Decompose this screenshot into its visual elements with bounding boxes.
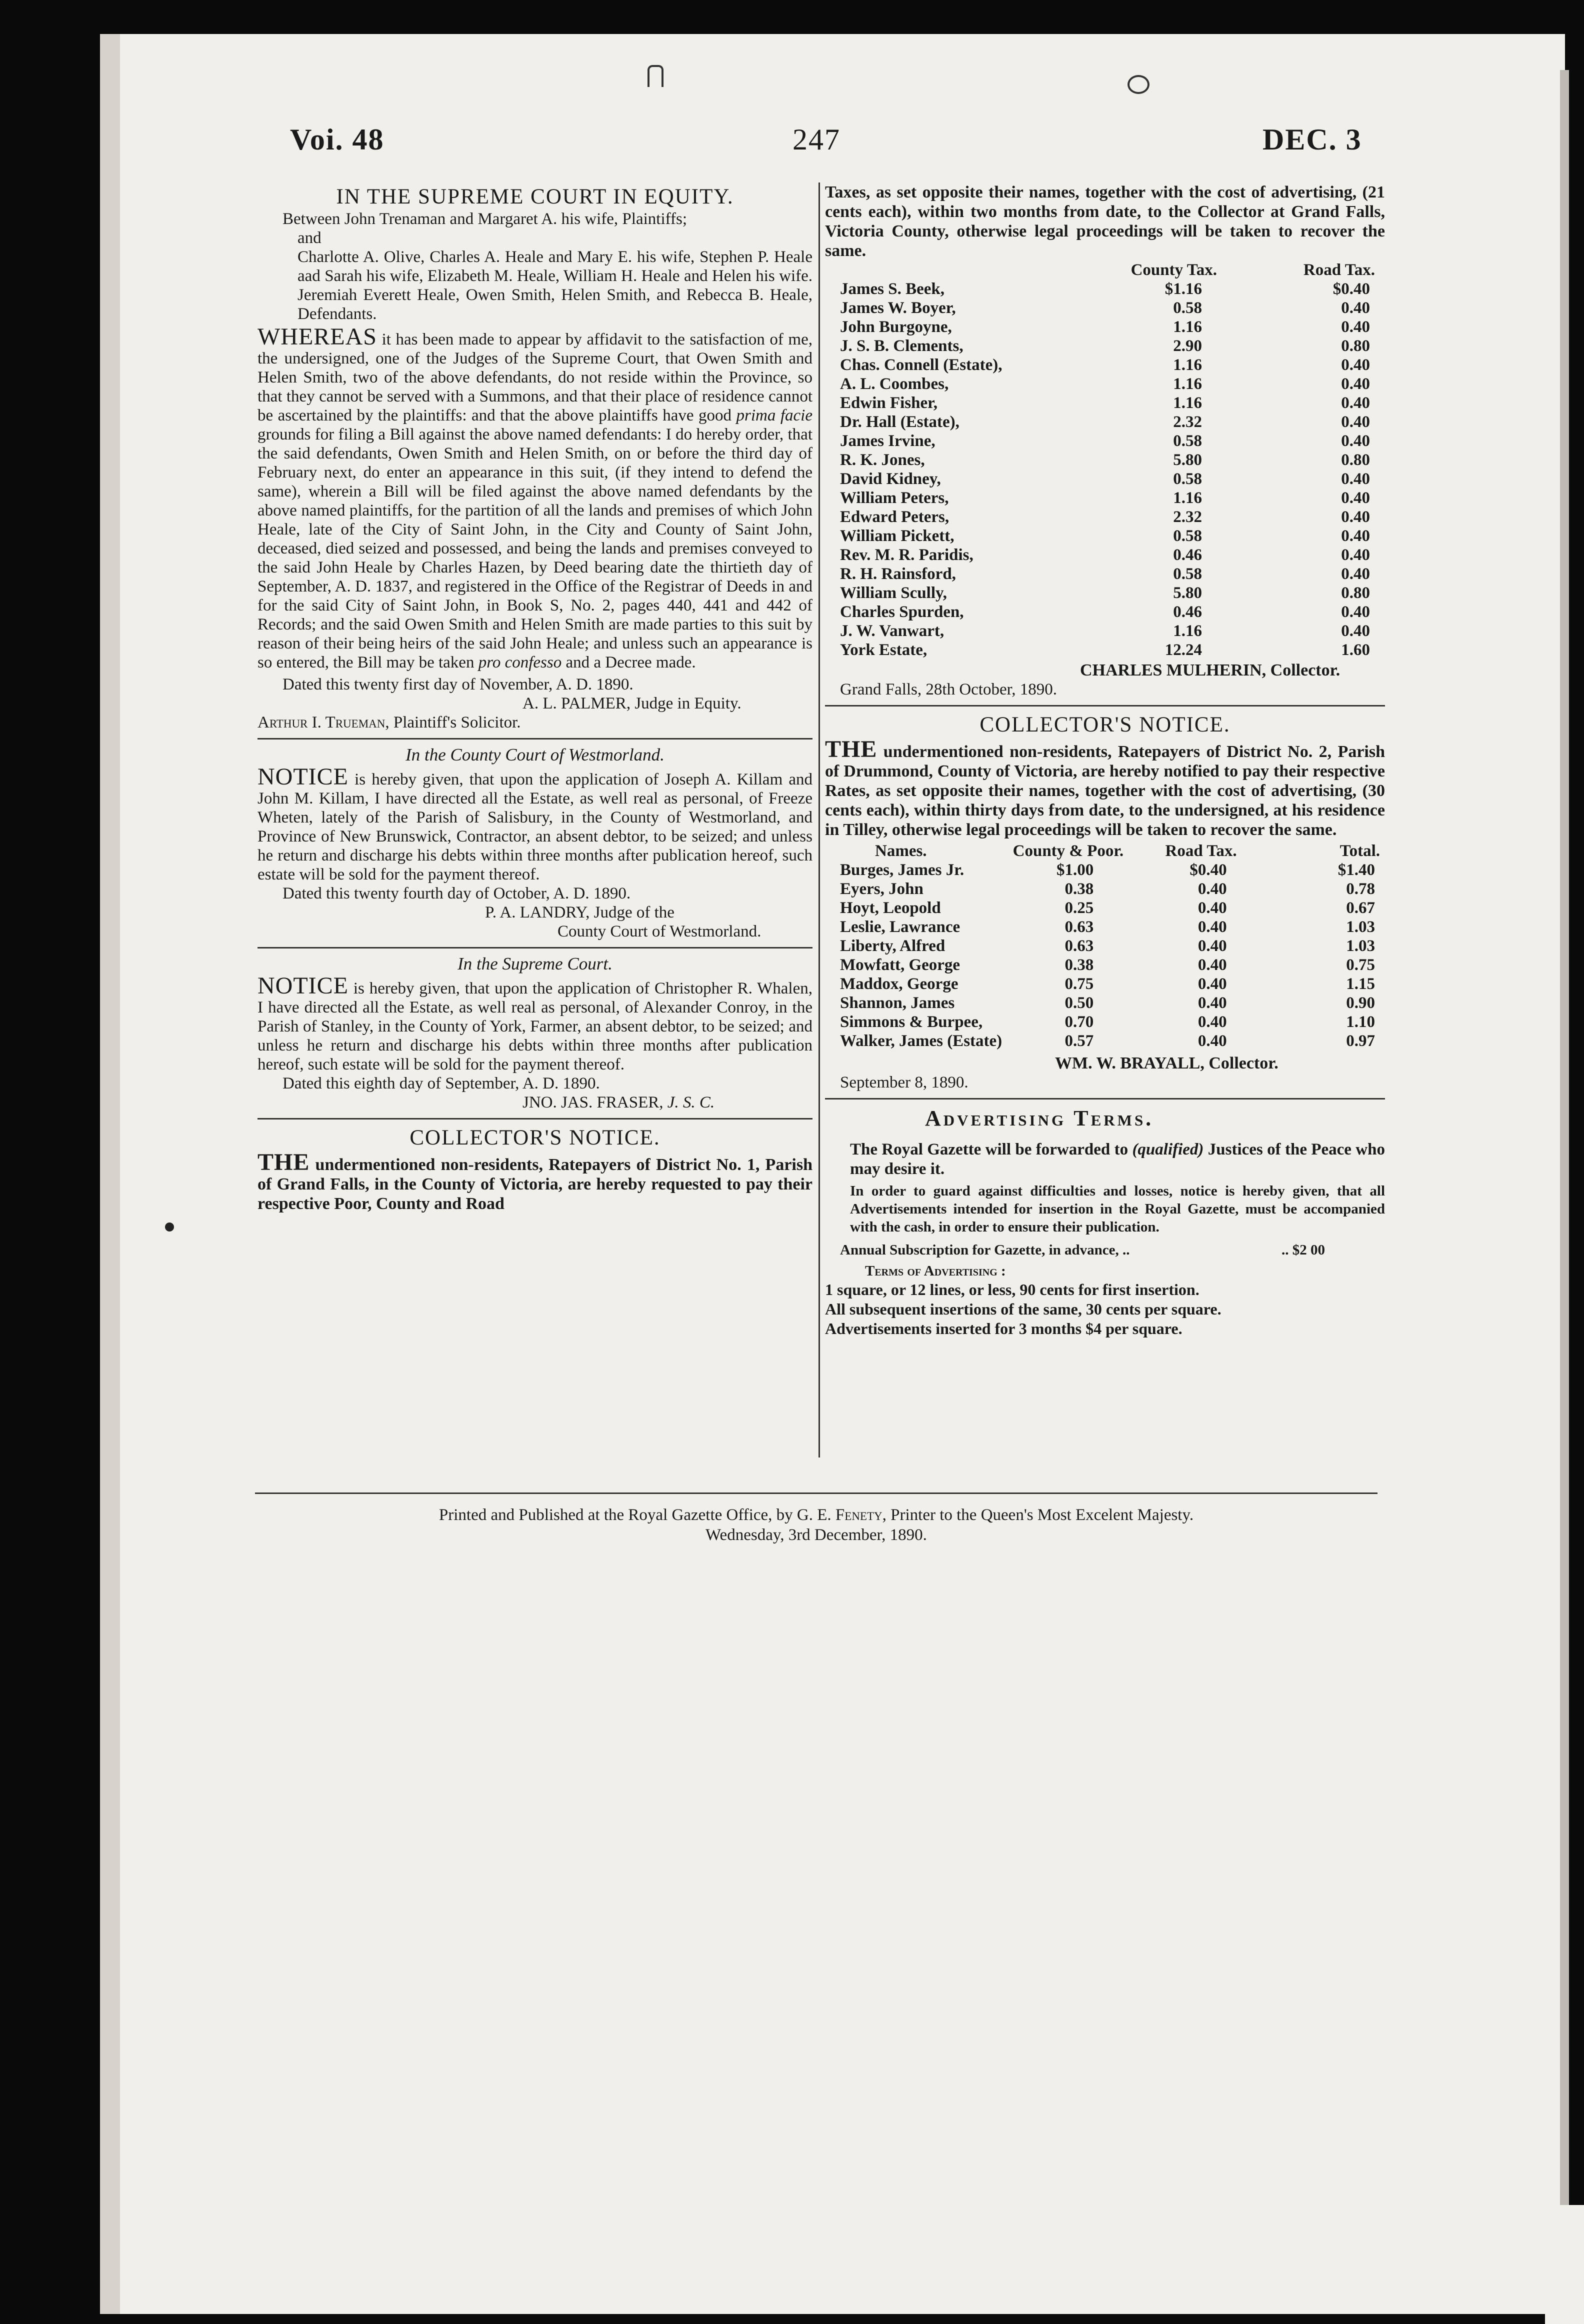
taxpayer-name: Dr. Hall (Estate), [840,413,960,431]
westmorland-lead-word: NOTICE [258,764,348,790]
supreme-body [258,972,812,1074]
table-row [825,564,1385,584]
taxpayer-name: Edwin Fisher, [840,394,938,412]
road-tax: 0.40 [1198,956,1227,974]
collector2-signer: WM. W. BRAYALL, Collector. [1055,1054,1278,1072]
collector2-col-3: Total. [1340,842,1380,860]
table-row [825,526,1385,546]
ratepayer-name: Eyers, John [840,880,924,898]
ratepayer-name: Hoyt, Leopold [840,899,941,917]
taxpayer-name: Chas. Connell (Estate), [840,356,1002,374]
binding-mark-right [1128,75,1150,94]
page-number: 247 [792,123,840,156]
imprint-text-a: Printed and Published at the Royal Gazette Office, by G. E. [438,1506,836,1524]
table-row [825,412,1385,432]
county-tax: 0.46 [1173,546,1202,564]
westmorland-body-text: is hereby given, that upon the application of Joseph A. Killam and John M. Killam, I have directed all the Estate, as well real as personal, of Freeze Wheten, lately of the Parish of Salisbury, in the County of Westmorland, and Province of New Brunswick, Contractor, an absent debtor, to be seized; and unless he return and discharge his debts within three months after publication hereof, such estate will be sold for the payment thereof. [258,770,812,884]
westmorland-dated: Dated this twenty fourth day of October, A. D. 1890. [282,884,631,902]
county-tax: 12.24 [1164,641,1202,659]
road-tax: 0.40 [1341,432,1370,450]
collector2-col-0: Names. [875,842,927,860]
table-header-row [825,260,1385,280]
taxpayer-name: James S. Beek, [840,280,944,298]
ratepayer-name: Burges, James Jr. [840,861,964,879]
taxpayer-name: James W. Boyer, [840,299,956,317]
road-tax: 0.40 [1341,470,1370,488]
road-tax: 0.40 [1341,565,1370,583]
table-row [825,994,1385,1012]
table-row [825,918,1385,936]
total: 1.03 [1346,918,1375,936]
ratepayer-name: Simmons & Burpee, [840,1013,983,1031]
imprint [255,1505,1378,1545]
collector2-rows [825,860,1385,1050]
county-poor-rate: 0.63 [1064,918,1094,936]
table-row [825,974,1385,994]
taxpayer-name: William Scully, [840,584,947,602]
advertising-p1-a: The Royal Gazette will be forwarded to [850,1140,1132,1158]
binding-mark-left [648,65,664,87]
taxpayer-name: John Burgoyne, [840,318,952,336]
total: 1.03 [1346,937,1375,955]
road-tax: 0.40 [1198,918,1227,936]
county-tax: 0.58 [1173,565,1202,583]
collector1-col-road: Road Tax. [1303,261,1375,279]
printer-name: Fenety [835,1506,882,1524]
county-tax: 0.58 [1173,470,1202,488]
table-row [825,860,1385,880]
road-tax: 0.40 [1341,318,1370,336]
collector1-table [825,260,1385,660]
road-tax: 0.40 [1341,546,1370,564]
section-rule [825,705,1385,706]
taxpayer-name: Rev. M. R. Paridis, [840,546,974,564]
road-tax: 0.40 [1198,1013,1227,1031]
westmorland-title: In the County Court of Westmorland. [406,745,664,764]
westmorland-signer-1: P. A. LANDRY, Judge of the [485,904,674,922]
table-row [825,956,1385,974]
table-row [825,508,1385,526]
county-tax: 2.32 [1173,508,1202,526]
road-tax: $0.40 [1332,280,1370,298]
advertising-para-1 [825,1140,1385,1179]
table-row [825,602,1385,622]
table-row [825,374,1385,394]
taxpayer-name: Edward Peters, [840,508,950,526]
road-tax: 0.40 [1341,375,1370,393]
section-rule [258,947,812,948]
road-tax: 0.40 [1341,603,1370,621]
equity-parties-defendants: Charlotte A. Olive, Charles A. Heale and Mary E. his wife, Stephen P. Heale aad Sarah his wife, Elizabeth M. Heale, William H. Heale and Helen his wife. Jeremiah Everett Heale, Owen Smith, Helen Smith, and Rebecca B. Heale, Defendants. [298,248,812,323]
collector2-col-1: County & Poor. [1012,842,1124,860]
table-row [825,450,1385,470]
page-gutter-shadow [100,34,120,2314]
table-row [825,936,1385,956]
solicitor-role: , Plaintiff's Solicitor. [385,714,521,732]
table-row [825,318,1385,336]
total: 0.97 [1346,1032,1375,1050]
collector1-body-right: Taxes, as set opposite their names, together with the cost of advertising, (21 cents each), within two months from date, to the Collector at Grand Falls, Victoria County, otherwise legal proceedings will be taken to recover the same. [825,183,1385,260]
advertising-terms-title: Terms of Advertising : [865,1263,1006,1279]
table-row [825,280,1385,298]
advertising-term-2: All subsequent insertions of the same, 30 cents per square. [825,1300,1222,1318]
collector1-title: COLLECTOR'S NOTICE. [410,1126,660,1150]
table-row [825,1032,1385,1050]
road-tax: 0.40 [1198,1032,1227,1050]
taxpayer-name: York Estate, [840,641,928,659]
table-row [825,470,1385,488]
total: 0.67 [1346,899,1375,917]
road-tax: 0.80 [1341,584,1370,602]
table-row [825,584,1385,602]
advertising-title: Advertising Terms. [925,1106,1154,1130]
subscription-price: .. $2 00 [1282,1242,1325,1258]
ratepayer-name: Liberty, Alfred [840,937,946,955]
equity-body-part1: it has been made to appear by affidavit to the satisfaction of me, the undersigned, one of the Judges of the Supreme Court, that Owen Smith and Helen Smith, two of the above defendants, do not reside within the Province, so that they cannot be served with a Summons, and that their place of residence cannot be ascertained by the plaintiffs: and that the above plaintiffs have good [258,330,812,424]
ratepayer-name: Walker, James (Estate) [840,1032,1002,1050]
imprint-text-b: , Printer to the Queen's Most Excelent Majesty. [882,1506,1194,1524]
road-tax: 0.40 [1341,413,1370,431]
ratepayer-name: Shannon, James [840,994,955,1012]
section-rule [825,1098,1385,1100]
total: 0.75 [1346,956,1375,974]
county-tax: 5.80 [1173,451,1202,469]
county-poor-rate: $1.00 [1056,861,1094,879]
advertising-p1-b: Justices of the Peace who may desire it. [850,1140,1385,1178]
taxpayer-name: R. K. Jones, [840,451,925,469]
equity-dated: Dated this twenty first day of November, A. D. 1890. [282,676,634,694]
collector1-col-county: County Tax. [1130,261,1217,279]
taxpayer-name: R. H. Rainsford, [840,565,956,583]
equity-body [258,324,812,672]
issue-date: DEC. 3 [1262,123,1362,156]
taxpayer-name: David Kidney, [840,470,941,488]
section-rule [258,1118,812,1120]
supreme-title: In the Supreme Court. [458,954,612,974]
road-tax: 0.40 [1198,880,1227,898]
road-tax: 0.40 [1198,975,1227,993]
taxpayer-name: James Irvine, [840,432,936,450]
equity-solicitor [258,713,812,732]
county-poor-rate: 0.63 [1064,937,1094,955]
table-row [825,394,1385,412]
imprint-line-2: Wednesday, 3rd December, 1890. [706,1526,927,1544]
equity-body-part2: grounds for filing a Bill against the above named defendants: I do hereby order, that the said defendants, Owen Smith and Helen Smith, on or before the third day of February next, do enter an appearance in this suit, (if they intend to defend the same), wherein a Bill will be filed against the above named defendants by the above named plaintiffs, for the partition of all the lands and premises of which John Heale, late of the City of Saint John, in the City and County of Saint John, deceased, died seized and possessed, and being the lands and premises conveyed to the said John Heale by Charles Hazen, by Deed bearing date the thirtieth day of September, A. D. 1837, and registered in the Office of the Registrar of Deeds in and for the said City of Saint John, in Book S, No. 2, pages 440, 441 and 442 of Records; and the said Owen Smith and Helen Smith are made parties to this suit by reason of their being heirs of the said John Heale; and unless such an appearance is so entered, the Bill may be taken [258,426,812,672]
total: 0.90 [1346,994,1375,1012]
collector2-table [825,842,1385,1050]
total: $1.40 [1338,861,1375,879]
solicitor-name: Arthur I. Trueman [258,714,386,732]
supreme-signer [258,1093,812,1112]
collector1-rows [825,280,1385,660]
county-tax: 2.90 [1173,337,1202,355]
county-poor-rate: 0.25 [1064,899,1094,917]
table-row [825,298,1385,318]
county-tax: 1.16 [1173,356,1202,374]
road-tax: $0.40 [1190,861,1227,879]
table-row [825,898,1385,918]
table-row [825,432,1385,450]
advertising-subscription [825,1241,1385,1259]
table-row [825,1012,1385,1032]
equity-parties-plaintiffs: Between John Trenaman and Margaret A. his wife, Plaintiffs; [282,210,687,228]
total: 1.10 [1346,1013,1375,1031]
table-row [825,880,1385,898]
total: 1.15 [1346,975,1375,993]
equity-title: IN THE SUPREME COURT IN EQUITY. [336,185,734,208]
taxpayer-name: A. L. Coombes, [840,375,949,393]
county-tax: 1.16 [1173,375,1202,393]
road-tax: 0.40 [1341,394,1370,412]
road-tax: 0.40 [1198,937,1227,955]
section-rule [258,738,812,740]
advertising-para-2: In order to guard against difficulties and losses, notice is hereby given, that all Advertisements intended for insertion in the Royal Gazette, must be accompanied with the cash, in order to ensure their publication. [850,1183,1385,1235]
advertising-term-3: Advertisements inserted for 3 months $4 per square. [825,1320,1182,1338]
subscription-label: Annual Subscription for Gazette, in advance, .. [840,1242,1130,1258]
table-row [825,356,1385,374]
county-poor-rate: 0.38 [1064,880,1094,898]
collector2-dated: September 8, 1890. [840,1074,968,1092]
taxpayer-name: J. S. B. Clements, [840,337,964,355]
county-tax: $1.16 [1164,280,1202,298]
collector1-signer: CHARLES MULHERIN, Collector. [1080,661,1340,680]
ratepayer-name: Maddox, George [840,975,958,993]
collector1-body-left [258,1149,812,1214]
footer-rule [255,1492,1378,1494]
collector1-dated: Grand Falls, 28th October, 1890. [840,680,1058,698]
equity-pro-confesso: pro confesso [478,654,562,672]
county-tax: 1.16 [1173,489,1202,507]
road-tax: 0.40 [1341,356,1370,374]
total: 0.78 [1346,880,1375,898]
county-poor-rate: 0.70 [1064,1013,1094,1031]
road-tax: 0.40 [1341,489,1370,507]
table-header-row [825,842,1385,860]
taxpayer-name: J. W. Vanwart, [840,622,944,640]
advertising-term-1: 1 square, or 12 lines, or less, 90 cents for first insertion. [825,1280,1200,1298]
westmorland-signer-2: County Court of Westmorland. [558,922,762,940]
supreme-signer-title: J. S. C. [667,1094,715,1112]
county-poor-rate: 0.38 [1064,956,1094,974]
ink-blot [165,1222,174,1232]
county-poor-rate: 0.75 [1064,975,1094,993]
volume-number: Voi. 48 [290,123,384,156]
county-tax: 1.16 [1173,394,1202,412]
road-tax: 0.40 [1341,508,1370,526]
equity-and: and [298,229,322,247]
supreme-body-text: is hereby given, that upon the application of Christopher R. Whalen, I have directed all the Estate, as well real as personal, of Alexander Conroy, in the Parish of Stanley, in the County of York, Farmer, an absent debtor, to be seized; and unless he return and discharge his debts within three months after publication hereof, such estate will be sold for the payment thereof. [258,980,812,1074]
advertising-qualified: (qualified) [1132,1140,1204,1158]
county-poor-rate: 0.50 [1064,994,1094,1012]
county-tax: 5.80 [1173,584,1202,602]
table-row [825,546,1385,564]
equity-signer: A. L. PALMER, Judge in Equity. [522,694,742,712]
county-tax: 0.58 [1173,299,1202,317]
collector1-body-left-text: undermentioned non-residents, Ratepayers of District No. 1, Parish of Grand Falls, in the County of Victoria, are hereby requested to pay their respective Poor, County and Road [258,1156,812,1213]
right-column [825,182,1385,1338]
county-tax: 2.32 [1173,413,1202,431]
table-row [825,640,1385,660]
table-row [825,622,1385,640]
column-divider [818,182,820,1458]
taxpayer-name: William Peters, [840,489,949,507]
paper-tab [1545,2205,1584,2324]
county-tax: 1.16 [1173,318,1202,336]
ratepayer-name: Mowfatt, George [840,956,960,974]
supreme-lead-word: NOTICE [258,972,348,999]
left-column [258,182,812,1214]
road-tax: 0.40 [1198,994,1227,1012]
supreme-signer-name: JNO. JAS. FRASER, [522,1094,664,1112]
collector2-col-2: Road Tax. [1165,842,1237,860]
road-tax: 1.60 [1341,641,1370,659]
equity-body-part3: and a Decree made. [562,654,696,672]
ratepayer-name: Leslie, Lawrance [840,918,960,936]
collector1-lead-word: THE [258,1149,310,1176]
county-tax: 0.46 [1173,603,1202,621]
collector2-body-text: undermentioned non-residents, Ratepayers of District No. 2, Parish of Drummond, County of Victoria, are hereby notified to pay their respective Rates, as set opposite their names, together with the cost of advertising, (30 cents each), within thirty days from date, to the undersigned, at his residence in Tilley, otherwise legal proceedings will be taken to recover the same. [825,742,1385,839]
page-edge [1560,70,1569,2270]
county-tax: 0.58 [1173,527,1202,545]
county-poor-rate: 0.57 [1064,1032,1094,1050]
equity-lead-word: WHEREAS [258,324,377,350]
supreme-dated: Dated this eighth day of September, A. D. 1890. [282,1074,600,1092]
westmorland-body [258,764,812,884]
road-tax: 0.40 [1341,299,1370,317]
road-tax: 0.40 [1198,899,1227,917]
road-tax: 0.40 [1341,527,1370,545]
county-tax: 0.58 [1173,432,1202,450]
road-tax: 0.80 [1341,451,1370,469]
table-row [825,488,1385,508]
road-tax: 0.40 [1341,622,1370,640]
imprint-line-1 [255,1505,1378,1525]
taxpayer-name: William Pickett, [840,527,954,545]
collector2-lead-word: THE [825,736,878,762]
collector2-title: COLLECTOR'S NOTICE. [980,713,1230,736]
road-tax: 0.80 [1341,337,1370,355]
equity-prima-facie: prima facie [736,406,812,424]
collector2-body [825,736,1385,840]
taxpayer-name: Charles Spurden, [840,603,964,621]
county-tax: 1.16 [1173,622,1202,640]
table-row [825,336,1385,356]
